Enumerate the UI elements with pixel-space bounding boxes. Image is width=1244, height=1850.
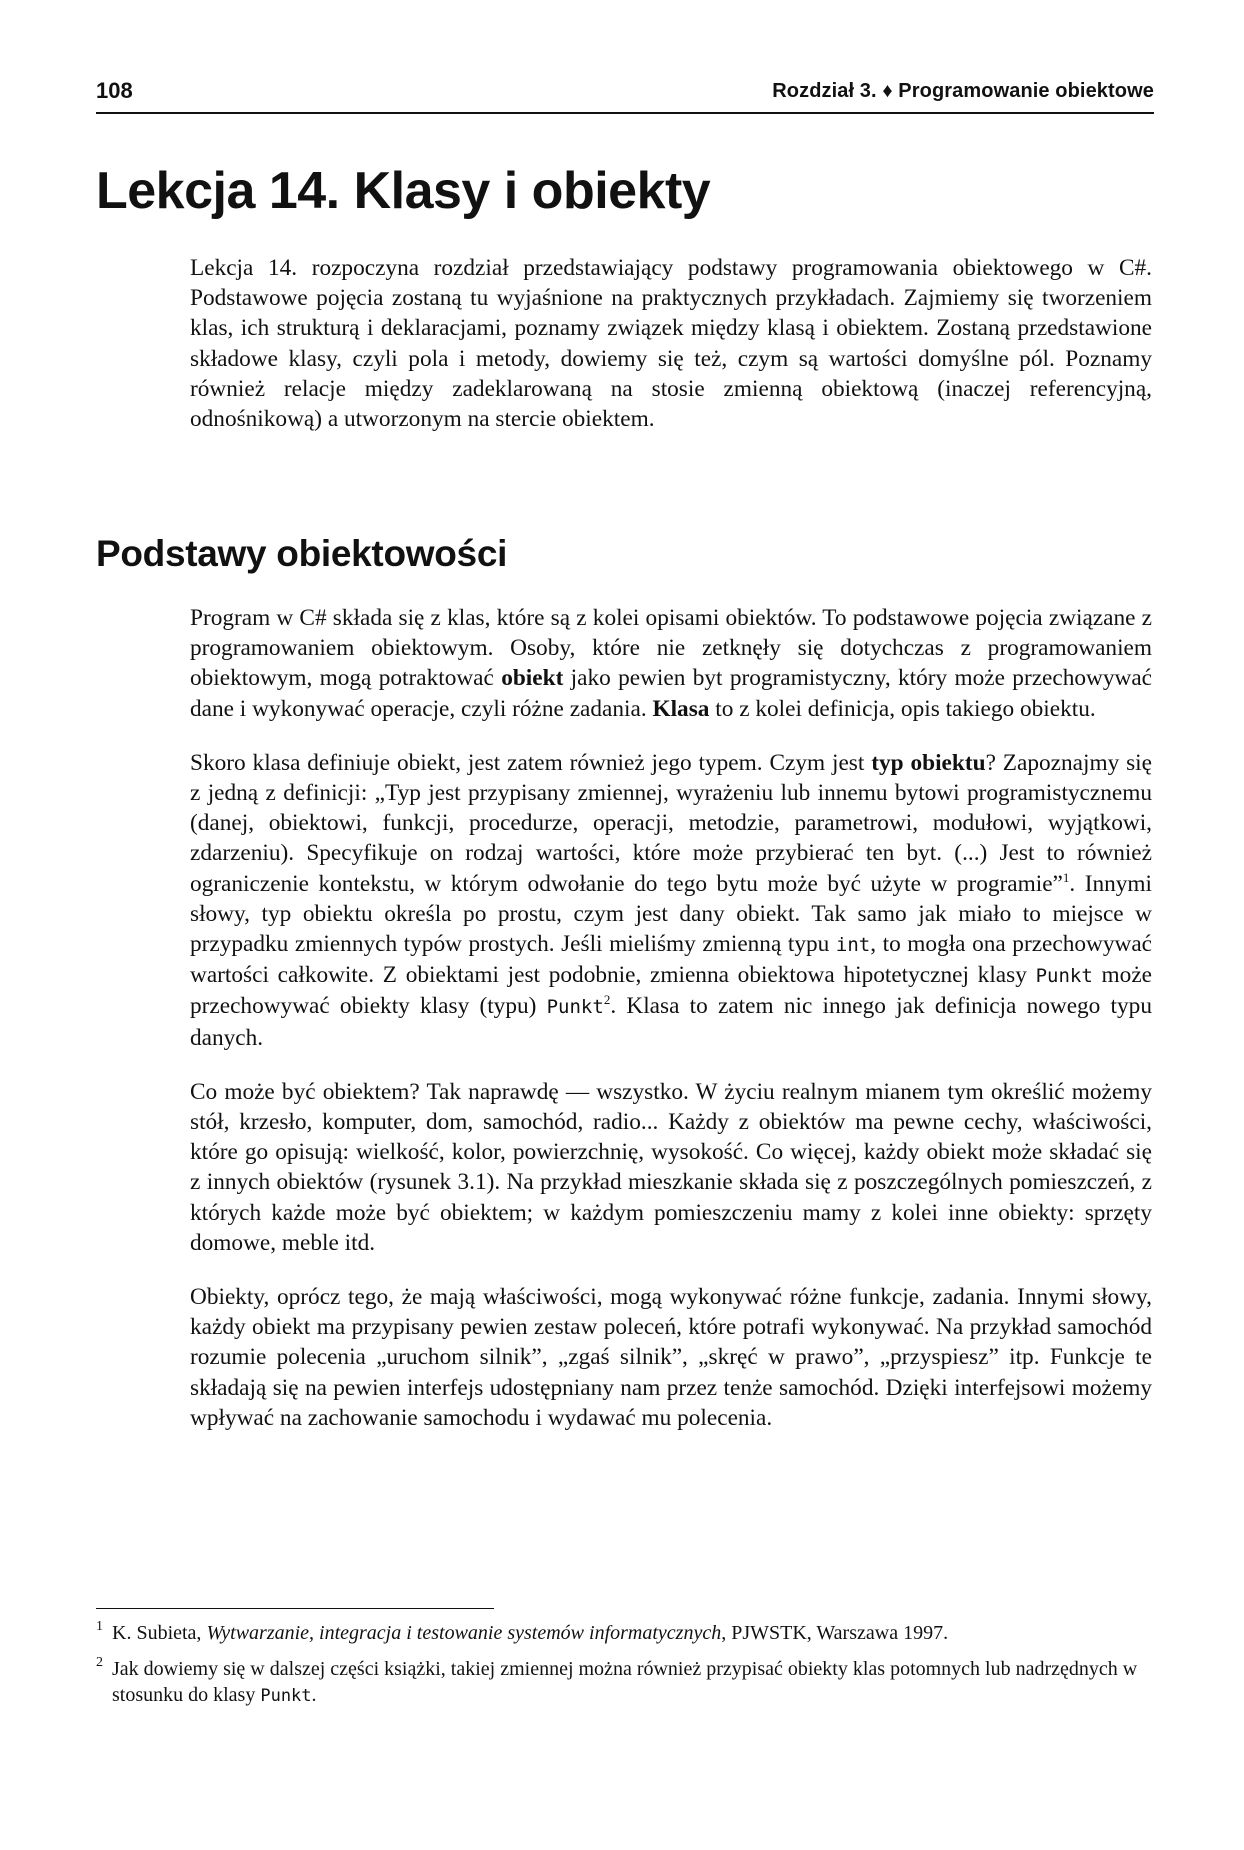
footnote-ref-2[interactable]: 2 — [603, 992, 611, 1008]
paragraph-3: Co może być obiektem? Tak naprawdę — wszystko. W życiu realnym mianem tym określić możemy stół, krzesło, komputer, dom, samochód, radio... Każdy z obiektów ma pewne cechy, właściwości, które go opisują: wielkość, kolor, powierzchnię, wysokość. Co więcej, każdy obiekt może składać się z innych obiektów (rysunek 3.1). Na przykład mieszkanie składa się z poszczególnych pomieszczeń, z których każde może być obiektem; w każdym pomieszczeniu mamy z kolei inne obiekty: sprzęty domowe, meble itd. — [190, 1078, 1152, 1256]
lesson-title: Lekcja 14. Klasy i obiekty — [96, 162, 711, 220]
book-title: Wytwarzanie, integracja i testowanie systemów informatycznych — [206, 1622, 722, 1644]
paragraph-2: Skoro klasa definiuje obiekt, jest zatem również jego typem. Czym jest typ obiektu? Zapoznajmy się z jedną z definicji: „Typ jest przypisany zmiennej, wyrażeniu lub innemu bytowi programistycznemu (danej, obiektowi, funkcji, procedurze, operacji, metodzie, parametrowi, modułowi, wyjątkowi, zdarzeniu). Specyfikuje on rodzaj wartości, które może przybierać ten byt. (...) Jest to również ograniczenie kontekstu, w którym odwołanie do tego bytu może być użyte w programie”$^1$. Innymi słowy, typ obiektu określa po prostu, czym jest dany obiekt. Tak samo jak miało to miejsce w przypadku zmiennych typów prostych. Jeśli mieliśmy zmienną typu int, to mogła ona przechowywać wartości całkowite. Z obiektami jest podobnie, zmienna obiektowa hipotetycznej klasy Punkt może przechowywać obiekty klasy (typu) Punkt$^2$. Klasa to zatem nic innego jak definicja nowego typu danych. — [190, 749, 1153, 1051]
chapter-title: Rozdział 3. ♦ Programowanie obiektowe — [772, 80, 1154, 102]
footnote-ref-1[interactable]: 1 — [1062, 869, 1070, 885]
section-title: Podstawy obiektowości — [96, 533, 508, 574]
intro-block — [190, 253, 1152, 434]
paragraph-4: Obiekty, oprócz tego, że mają właściwości, mogą wykonywać różne funkcje, zadania. Innymi słowy, każdy obiekt ma przypisany pewien zestaw poleceń, które potrafi wykonywać. Na przykład samochód rozumie polecenia „uruchom silnik”, „zgaś silnik”, „skręć w prawo”, „przyspiesz” itp. Funkcje te składają się na pewien interfejs udostępniany nam przez tenże samochód. Dzięki interfejsowi możemy wpływać na zachowanie samochodu i wydawać mu polecenia. — [190, 1284, 1152, 1431]
footnote-separator — [96, 1608, 494, 1609]
code-punkt: Punkt — [1035, 965, 1093, 988]
code-punkt: Punkt — [260, 1686, 312, 1706]
code-int: int — [835, 934, 871, 957]
footnote-mark: 1 — [96, 1619, 103, 1634]
footnote-mark: 2 — [96, 1655, 103, 1670]
section-body — [190, 603, 1152, 1433]
paragraph-1: Program w C# składa się z klas, które są z kolei opisami obiektów. To podstawowe pojęcia związane z programowaniem obiektowym. Osoby, które nie zetknęły się dotychczas z programowaniem obiektowym, mogą potraktować obiekt jako pewien byt programistyczny, który może przechowywać dane i wykonywać operacje, czyli różne zadania. Klasa to z kolei definicja, opis takiego obiektu. — [190, 605, 1153, 722]
term-klasa: Klasa — [652, 695, 710, 722]
page-number: 108 — [96, 78, 133, 103]
footnote-2: 2 Jak dowiemy się w dalszej części książki, takiej zmiennej można również przypisać obiekty klas potomnych lub nadrzędnych w stosunku do klasy Punkt. — [96, 1656, 1154, 1709]
running-header — [96, 78, 1154, 114]
code-punkt: Punkt — [546, 996, 604, 1019]
footnotes — [96, 1620, 1154, 1719]
term-obiekt: obiekt — [501, 665, 564, 692]
term-typ-obiektu: typ obiektu — [871, 749, 986, 776]
intro-paragraph: Lekcja 14. rozpoczyna rozdział przedstawiający podstawy programowania obiektowego w C#. Podstawowe pojęcia zostaną tu wyjaśnione na praktycznych przykładach. Zajmiemy się tworzeniem klas, ich strukturą i deklaracjami, poznamy związek między klasą i obiektem. Zostaną przedstawione składowe klasy, czyli pola i metody, dowiemy się też, czym są wartości domyślne pól. Poznamy również relacje między zadeklarowaną na stosie zmienną obiektową (inaczej referencyjną, odnośnikową) a utworzonym na stercie obiektem. — [190, 255, 1152, 433]
footnote-1: 1 K. Subieta, Wytwarzanie, integracja i testowanie systemów informatycznych, PJWSTK, Warszawa 1997. — [96, 1620, 1154, 1646]
